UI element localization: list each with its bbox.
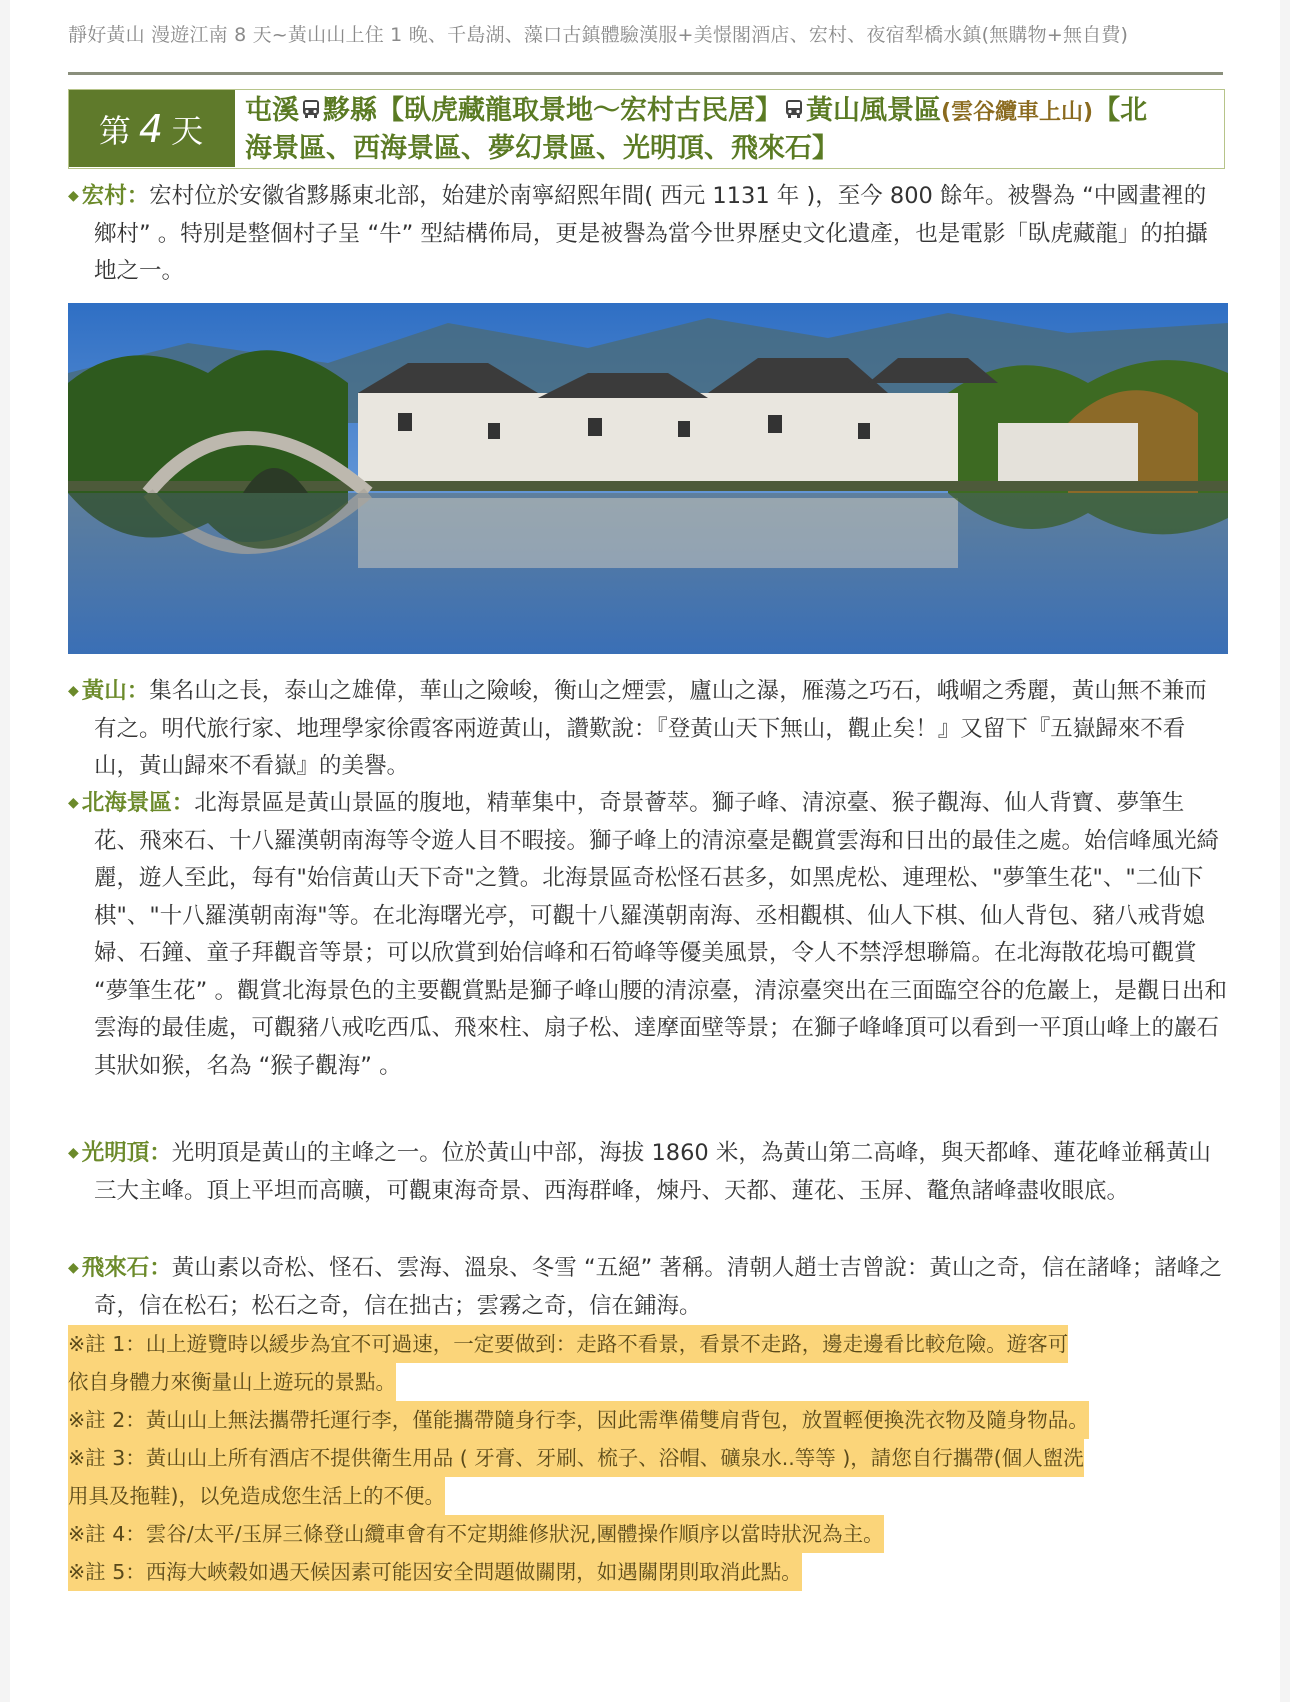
bus-icon [785, 94, 803, 130]
day-label [69, 90, 235, 167]
note-4: ※註 4：雲谷/太平/玉屏三條登山纜車會有不定期維修狀況,團體操作順序以當時狀況為主。 [68, 1515, 884, 1553]
title-segment-yixian: 黟縣【臥虎藏龍取景地～宏村古民居】 [323, 95, 782, 126]
day-label-suffix: 天 [171, 111, 206, 150]
day-number: 4 [138, 106, 166, 151]
document-page [10, 0, 1280, 1702]
note-1-line-1: ※註 1：山上遊覽時以緩步為宜不可過速，一定要做到：走路不看景，看景不走路，邊走邊看比較危險。遊客可 [68, 1325, 1068, 1363]
section-term: 飛來石： [81, 1255, 172, 1281]
day-heading [68, 89, 1225, 169]
note-5: ※註 5：西海大峽穀如遇天候因素可能因安全問題做關閉，如遇關閉則取消此點。 [68, 1553, 802, 1591]
section-huangshan [68, 673, 1228, 786]
section-beihai [68, 785, 1228, 1085]
diamond-bullet-icon: ◆ [68, 795, 79, 811]
note-3-line-2: 用具及拖鞋)，以免造成您生活上的不便。 [68, 1477, 445, 1515]
title-segment-huangshan: 黃山風景區 [806, 95, 941, 126]
section-text: 北海景區是黃山景區的腹地，精華集中，奇景薈萃。獅子峰、清涼臺、猴子觀海、仙人背寶、夢筆生花、飛來石、十八羅漢朝南海等令遊人目不暇接。獅子峰上的清涼臺是觀賞雲海和日出的最佳之處。始信峰風光綺麗，遊人至此，每有"始信黃山天下奇"之贊。北海景區奇松怪石甚多，如黑虎松、連理松、"夢筆生花"、"二仙下棋"、"十八羅漢朝南海"等。在北海曙光亭，可觀十八羅漢朝南海、丞相觀棋、仙人下棋、仙人背包、豬八戒背媳婦、石鐘、童子拜觀音等景；可以欣賞到始信峰和石筍峰等優美風景，令人不禁浮想聯篇。在北海散花塢可觀賞 “夢筆生花” 。觀賞北海景色的主要觀賞點是獅子峰山腰的清涼臺，清涼臺突出在三面臨空谷的危巖上，是觀日出和雲海的最佳處，可觀豬八戒吃西瓜、飛來柱、扇子松、達摩面壁等景；在獅子峰峰頂可以看到一平頂山峰上的巖石其狀如猴，名為 “猴子觀海” 。 [94, 790, 1227, 1079]
day-title [245, 93, 1215, 167]
note-2: ※註 2：黃山山上無法攜帶托運行李，僅能攜帶隨身行李，因此需準備雙肩背包，放置輕便換洗衣物及隨身物品。 [68, 1401, 1089, 1439]
section-text: 光明頂是黃山的主峰之一。位於黃山中部，海拔 1860 米，為黃山第二高峰，與天都峰、蓮花峰並稱黃山三大主峰。頂上平坦而高曠，可觀東海奇景、西海群峰，煉丹、天都、蓮花、玉屏、鼇魚諸峰盡收眼底。 [94, 1140, 1211, 1204]
title-segment-tunxi: 屯溪 [245, 95, 299, 126]
day-label-prefix: 第 [98, 111, 133, 150]
title-cable-car-note: (雲谷纜車上山) [941, 100, 1094, 125]
title-segment-bei: 【北 [1093, 95, 1148, 126]
diamond-bullet-icon: ◆ [68, 1260, 79, 1276]
diamond-bullet-icon: ◆ [68, 683, 79, 699]
section-term: 光明頂： [81, 1140, 172, 1166]
diamond-bullet-icon: ◆ [68, 1145, 79, 1161]
section-term: 宏村： [81, 183, 150, 209]
note-1-line-2: 依自身體力來衡量山上遊玩的景點。 [68, 1363, 396, 1401]
section-text: 宏村位於安徽省黟縣東北部，始建於南寧紹熙年間( 西元 1131 年 )，至今 800 餘年。被譽為 “中國畫裡的鄉村” 。特別是整個村子呈 “牛” 型結構佈局，更是被譽為當今世界歷史文化遺產，也是電影「臥虎藏龍」的拍攝地之一。 [94, 183, 1208, 284]
section-feilaishi [68, 1250, 1228, 1325]
hongcun-village-photo [68, 303, 1228, 654]
bus-icon [302, 94, 320, 130]
diamond-bullet-icon: ◆ [68, 188, 79, 204]
header-divider [68, 72, 1223, 75]
document-header: 靜好黃山 漫遊江南 8 天~黃山山上住 1 晚、千島湖、藻口古鎮體驗漢服+美憬閣酒店、宏村、夜宿犁橋水鎮(無購物+無自費) [68, 24, 1129, 46]
section-text: 集名山之長，泰山之雄偉，華山之險峻，衡山之煙雲，廬山之瀑，雁蕩之巧石，峨嵋之秀麗，黃山無不兼而有之。明代旅行家、地理學家徐霞客兩遊黃山，讚歎說：『登黃山天下無山，觀止矣！』又留下『五嶽歸來不看山，黃山歸來不看嶽』的美譽。 [94, 678, 1207, 779]
section-guangmingding [68, 1135, 1228, 1210]
section-term: 黃山： [81, 678, 150, 704]
section-term: 北海景區： [81, 790, 195, 816]
title-line-2: 海景區、西海景區、夢幻景區、光明頂、飛來石】 [245, 133, 839, 164]
section-text: 黃山素以奇松、怪石、雲海、溫泉、冬雪 “五絕” 著稱。清朝人趙士吉曾說：黃山之奇，信在諸峰；諸峰之奇，信在松石；松石之奇，信在拙古；雲霧之奇，信在鋪海。 [94, 1255, 1222, 1319]
section-hongcun [68, 178, 1228, 291]
note-3-line-1: ※註 3：黃山山上所有酒店不提供衛生用品 ( 牙膏、牙刷、梳子、浴帽、礦泉水..等等 )，請您自行攜帶(個人盥洗 [68, 1439, 1084, 1477]
